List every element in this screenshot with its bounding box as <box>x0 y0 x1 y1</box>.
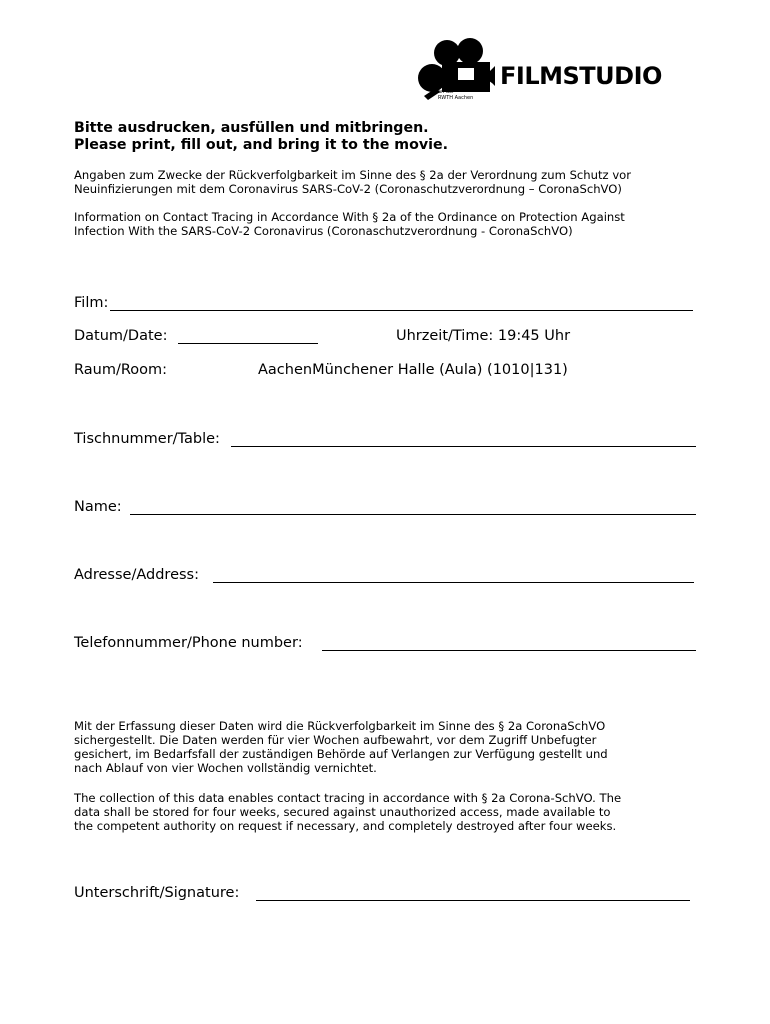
logo-subtext <box>438 89 473 101</box>
intro-line-en: Please print, fill out, and bring it to the movie. <box>74 137 448 153</box>
privacy-en-line: The collection of this data enables contact tracing in accordance with § 2a Corona-SchVO. The <box>74 791 622 805</box>
intro-line-de: Bitte ausdrucken, ausfüllen und mitbringen. <box>74 120 429 136</box>
privacy-en-line: data shall be stored for four weeks, secured against unauthorized access, made available to <box>74 805 611 819</box>
time-text: Uhrzeit/Time: 19:45 Uhr <box>396 328 571 344</box>
name-field[interactable] <box>130 514 696 515</box>
table-label: Tischnummer/Table: <box>74 431 220 447</box>
notice-en-line: Information on Contact Tracing in Accordance With § 2a of the Ordinance on Protection Against <box>74 210 625 224</box>
notice-en <box>74 210 625 238</box>
intro-heading <box>74 120 448 154</box>
notice-de <box>74 168 631 196</box>
film-field[interactable] <box>110 310 693 311</box>
notice-de-line: Angaben zum Zwecke der Rückverfolgbarkeit im Sinne des § 2a der Verordnung zum Schutz vor <box>74 168 632 182</box>
phone-field[interactable] <box>322 650 696 651</box>
privacy-en-line: the competent authority on request if necessary, and completely destroyed after four weeks. <box>74 819 617 833</box>
signature-label: Unterschrift/Signature: <box>74 885 240 901</box>
notice-en-line: Infection With the SARS-CoV-2 Coronavirus (Coronaschutzverordnung - CoronaSchVO) <box>74 224 573 238</box>
name-label: Name: <box>74 499 122 515</box>
privacy-en <box>74 791 621 833</box>
phone-label: Telefonnummer/Phone number: <box>74 635 303 651</box>
privacy-de <box>74 719 608 775</box>
privacy-de-line: nach Ablauf von vier Wochen vollständig vernichtet. <box>74 761 377 775</box>
date-field[interactable] <box>178 343 318 344</box>
room-value: AachenMünchener Halle (Aula) (1010|131) <box>258 362 568 378</box>
logo-subtext-line1: an der <box>438 89 455 95</box>
film-label: Film: <box>74 295 109 311</box>
privacy-de-line: gesichert, im Bedarfsfall der zuständigen Behörde auf Verlangen zur Verfügung gestellt und <box>74 747 608 761</box>
notice-de-line: Neuinfizierungen mit dem Coronavirus SARS-CoV-2 (Coronaschutzverordnung – CoronaSchVO) <box>74 182 622 196</box>
table-field[interactable] <box>231 446 696 447</box>
privacy-de-line: Mit der Erfassung dieser Daten wird die Rückverfolgbarkeit im Sinne des § 2a CoronaSchVO <box>74 719 606 733</box>
privacy-de-line: sichergestellt. Die Daten werden für vier Wochen aufbewahrt, vor dem Zugriff Unbefugter <box>74 733 597 747</box>
room-label: Raum/Room: <box>74 362 168 378</box>
address-label: Adresse/Address: <box>74 567 199 583</box>
signature-field[interactable] <box>256 900 690 901</box>
logo-subtext-line2: RWTH Aachen <box>438 95 474 101</box>
play-arrow-icon <box>484 65 496 87</box>
date-label: Datum/Date: <box>74 328 168 344</box>
logo-wordmark: FILMSTUDIO <box>500 62 662 90</box>
address-field[interactable] <box>213 582 694 583</box>
